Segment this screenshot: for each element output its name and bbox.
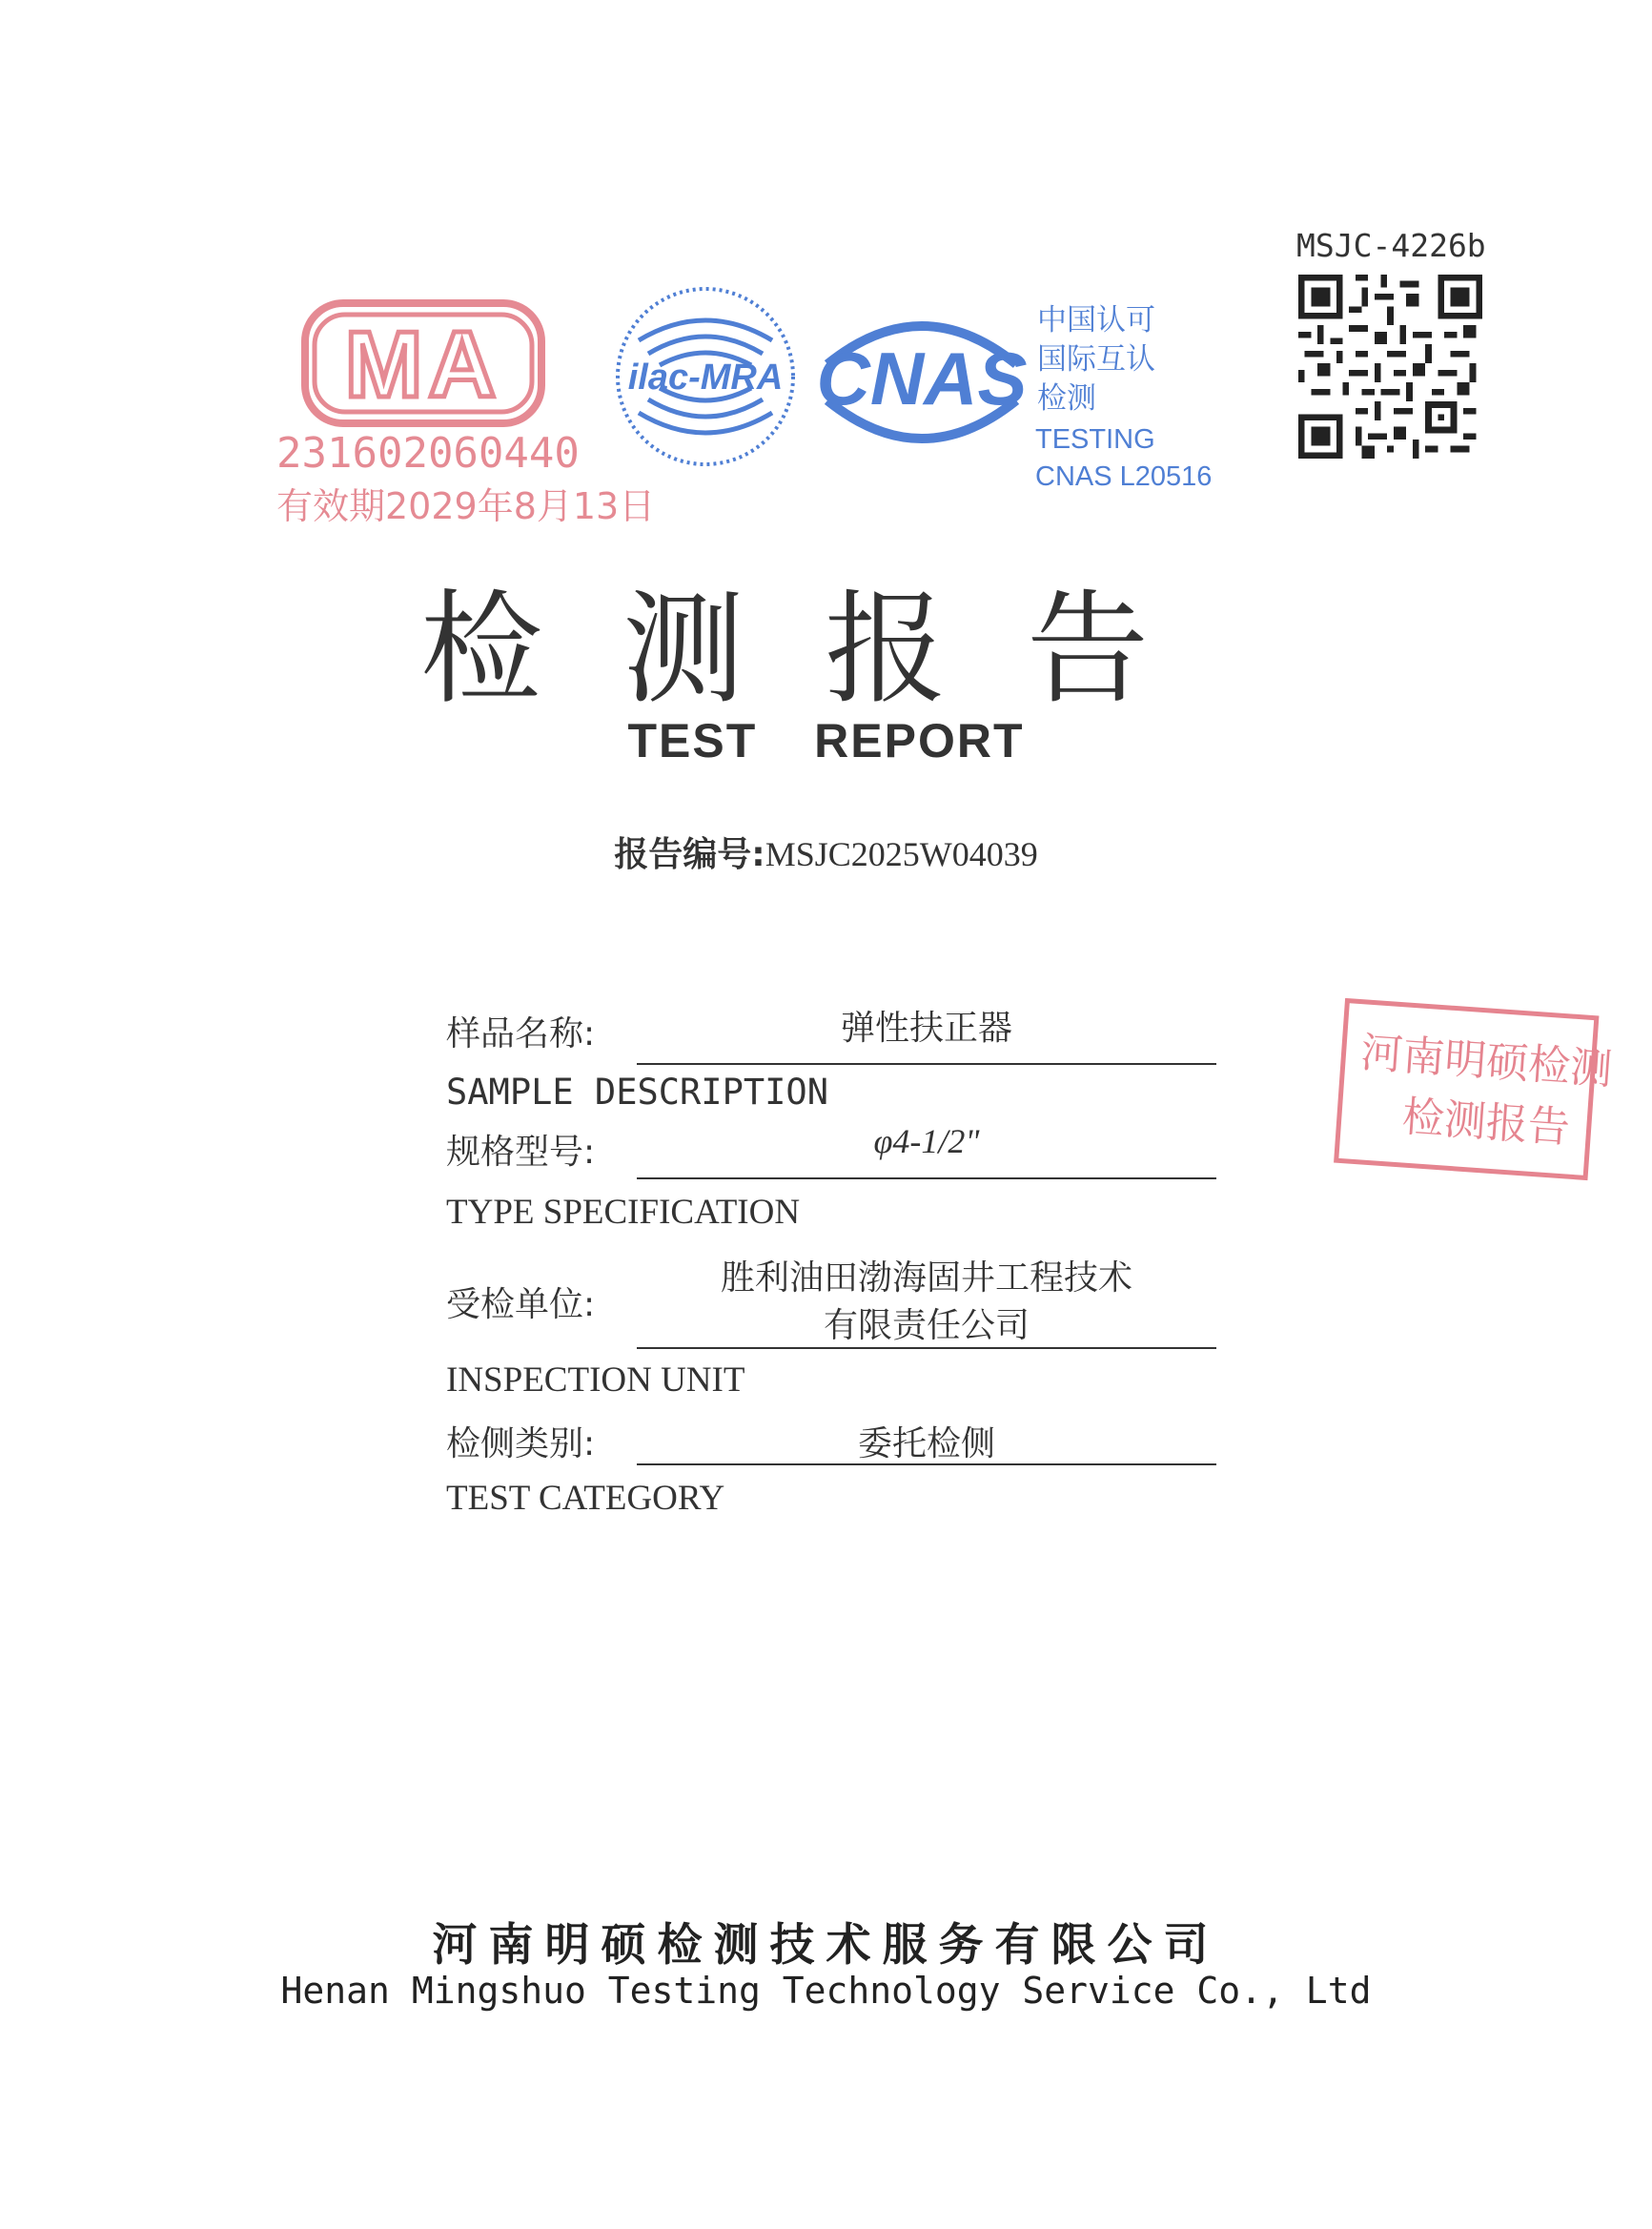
qr-code[interactable] xyxy=(1298,275,1482,459)
type-spec-label-en: TYPE SPECIFICATION xyxy=(446,1193,801,1232)
type-spec-label-cn: 规格型号: xyxy=(446,1133,596,1172)
cnas-english-text: TESTING CNAS L20516 xyxy=(1035,424,1213,492)
test-category-label-en: TEST CATEGORY xyxy=(446,1479,725,1518)
svg-text:河南明硕检测: 河南明硕检测 xyxy=(1358,1028,1614,1095)
test-category-underline xyxy=(637,1463,1216,1465)
inspection-unit-label-en: INSPECTION UNIT xyxy=(446,1360,745,1400)
cma-validity-date: 有效期2029年8月13日 xyxy=(276,485,656,527)
cnas-chinese-text: 中国认可 国际互认 检测 xyxy=(1037,303,1155,416)
cma-logo xyxy=(299,297,547,429)
test-category-value: 委托检侧 xyxy=(857,1424,995,1463)
inspection-unit-label-cn: 受检单位: xyxy=(446,1285,596,1324)
ilac-mra-logo xyxy=(610,281,801,472)
document-code: MSJC-4226b xyxy=(1296,227,1486,264)
report-number xyxy=(0,828,1652,876)
report-title-en: TEST REPORT xyxy=(627,714,1025,767)
sample-underline xyxy=(637,1063,1216,1065)
inspection-stamp xyxy=(1337,1003,1614,1182)
sample-label-en: SAMPLE DESCRIPTION xyxy=(446,1072,828,1113)
company-name-cn: 河南明硕检测技术服务有限公司 xyxy=(432,1919,1220,1972)
svg-text:检测报告: 检测报告 xyxy=(1400,1092,1572,1154)
company-name-en: Henan Mingshuo Testing Technology Service Co., Ltd xyxy=(280,1970,1372,2012)
cma-certificate-number: 231602060440 xyxy=(276,429,580,478)
type-spec-underline xyxy=(637,1177,1216,1179)
inspection-unit-underline xyxy=(637,1347,1216,1349)
sample-value: 弹性扶正器 xyxy=(840,1009,1012,1048)
inspection-unit-value-line2: 有限责任公司 xyxy=(823,1306,1030,1345)
svg-text:MA: MA xyxy=(344,312,502,417)
cnas-logo xyxy=(808,297,1035,467)
report-title-cn: 检测报告 xyxy=(419,579,1229,721)
sample-label-cn: 样品名称: xyxy=(446,1014,596,1053)
svg-text:CNAS: CNAS xyxy=(816,337,1028,420)
report-number-label: 报告编号: xyxy=(614,835,765,874)
type-spec-value: φ4-1/2" xyxy=(873,1122,980,1160)
report-number-value: MSJC2025W04039 xyxy=(765,835,1038,873)
test-category-label-cn: 检侧类别: xyxy=(446,1424,596,1463)
inspection-unit-value-line1: 胜利油田渤海固井工程技术 xyxy=(720,1258,1132,1298)
svg-text:ilac-MRA: ilac-MRA xyxy=(627,358,784,398)
